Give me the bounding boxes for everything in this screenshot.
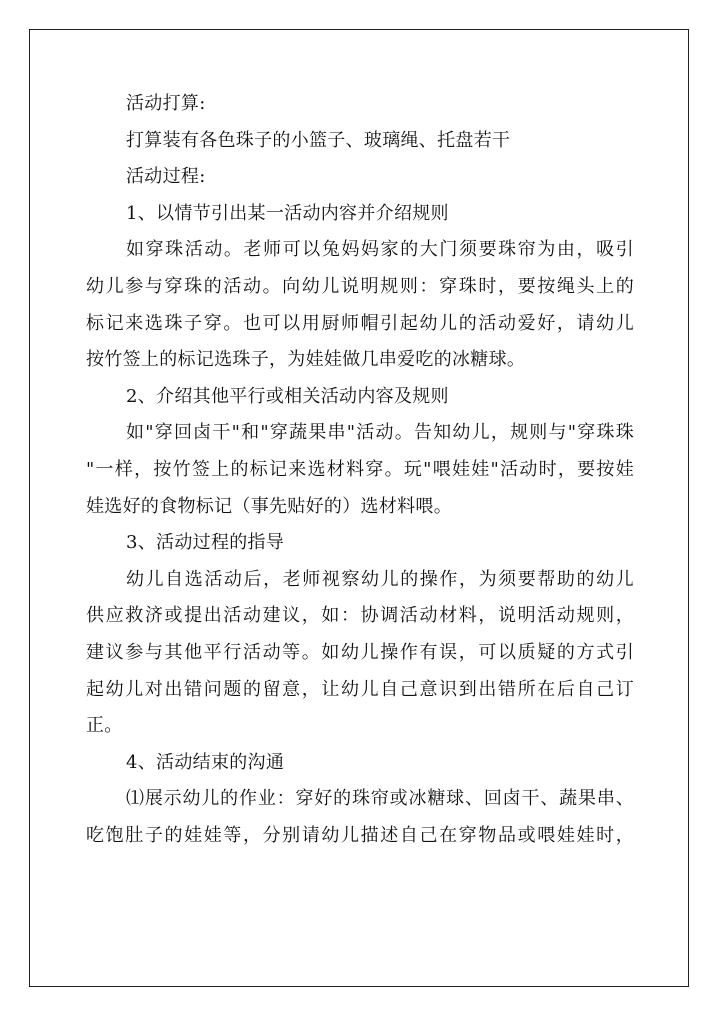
paragraph-line: 按竹签上的标记选珠子，为娃娃做几串爱吃的冰糖球。 [86, 349, 526, 371]
paragraph-line: 供应救济或提出活动建议，如：协调活动材料，说明活动规则， [86, 605, 634, 627]
paragraph-line: "一样，按竹签上的标记来选材料穿。玩"喂娃娃"活动时，要按娃 [86, 458, 634, 480]
paragraph-line: 起幼儿对出错问题的留意，让幼儿自己意识到出错所在后自己订 [86, 678, 634, 700]
section-heading-4: 4、活动结束的沟通 [126, 751, 285, 773]
paragraph-line: 打算装有各色珠子的小篮子、玻璃绳、托盘若干 [126, 129, 511, 151]
section-heading-2: 2、介绍其他平行或相关活动内容及规则 [126, 385, 449, 407]
paragraph-line: 正。 [86, 715, 123, 737]
heading-process: 活动过程: [126, 166, 206, 188]
heading-preparation: 活动打算: [126, 93, 206, 114]
paragraph-line: 标记来选珠子穿。也可以用厨师帽引起幼儿的活动爱好，请幼儿 [86, 312, 634, 334]
section-heading-1: 1、以情节引出某一活动内容并介绍规则 [126, 202, 449, 224]
paragraph-line: 幼儿自选活动后，老师视察幼儿的操作，为须要帮助的幼儿 [126, 568, 634, 590]
paragraph-line: 吃饱肚子的娃娃等，分别请幼儿描述自己在穿物品或喂娃娃时， [86, 824, 634, 846]
paragraph-line: 如"穿回卤干"和"穿蔬果串"活动。告知幼儿，规则与"穿珠珠 [126, 422, 634, 444]
document-body [86, 86, 634, 854]
paragraph-line: ⑴展示幼儿的作业：穿好的珠帘或冰糖球、回卤干、蔬果串、 [126, 788, 634, 810]
paragraph-line: 如穿珠活动。老师可以兔妈妈家的大门须要珠帘为由，吸引 [126, 239, 634, 261]
paragraph-line: 建议参与其他平行活动等。如幼儿操作有误，可以质疑的方式引 [86, 641, 634, 663]
paragraph-line: 娃选好的食物标记（事先贴好的）选材料喂。 [86, 495, 452, 517]
paragraph-line: 幼儿参与穿珠的活动。向幼儿说明规则：穿珠时，要按绳头上的 [86, 275, 634, 297]
section-heading-3: 3、活动过程的指导 [126, 532, 285, 554]
